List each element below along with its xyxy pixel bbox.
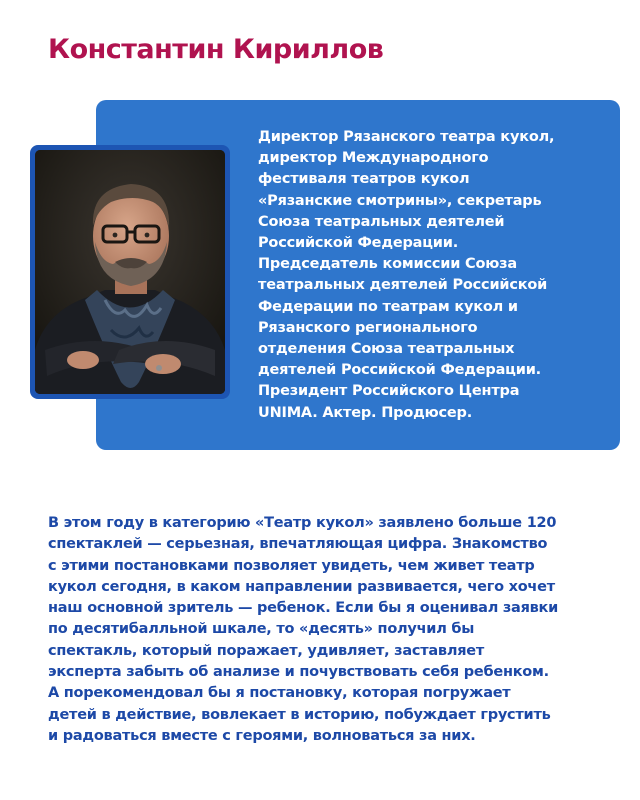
portrait-frame xyxy=(30,145,230,399)
quote-text: В этом году в категорию «Театр кукол» заявлено больше 120 спектаклей — серьезная, впечатляющая цифра. Знакомство с этими постановками позволяет увидеть, чем живет театр кукол сегодня, в каком направлении развивается, чего хочет наш основной зритель — ребенок. Если бы я оценивал заявки по десятибалльной шкале, то «десять» получил бы спектакль, который поражает, удивляет, заставляет эксперта забыть об анализе и почувствовать себя ребенком. А порекомендовал бы я постановку, которая погружает детей в действие, вовлекает в историю, побуждает грустить и радоваться вместе с героями, волноваться за них. xyxy=(48,515,559,744)
biography-text: Директор Рязанского театра кукол, директор Международного фестиваля театров кукол «Рязанские смотрины», секретарь Союза театральных деятелей Российской Федерации. Председатель комиссии Союза театральных деятелей Российской Федерации по театрам кукол и Рязанского регионального отделения Союза театральных деятелей Российской Федерации. Президент Российского Центра UNIMA. Актер. Продюсер. xyxy=(258,129,555,421)
page-title: Константин Кириллов xyxy=(48,34,384,65)
portrait-illustration xyxy=(35,150,225,394)
portrait-photo xyxy=(35,150,225,394)
